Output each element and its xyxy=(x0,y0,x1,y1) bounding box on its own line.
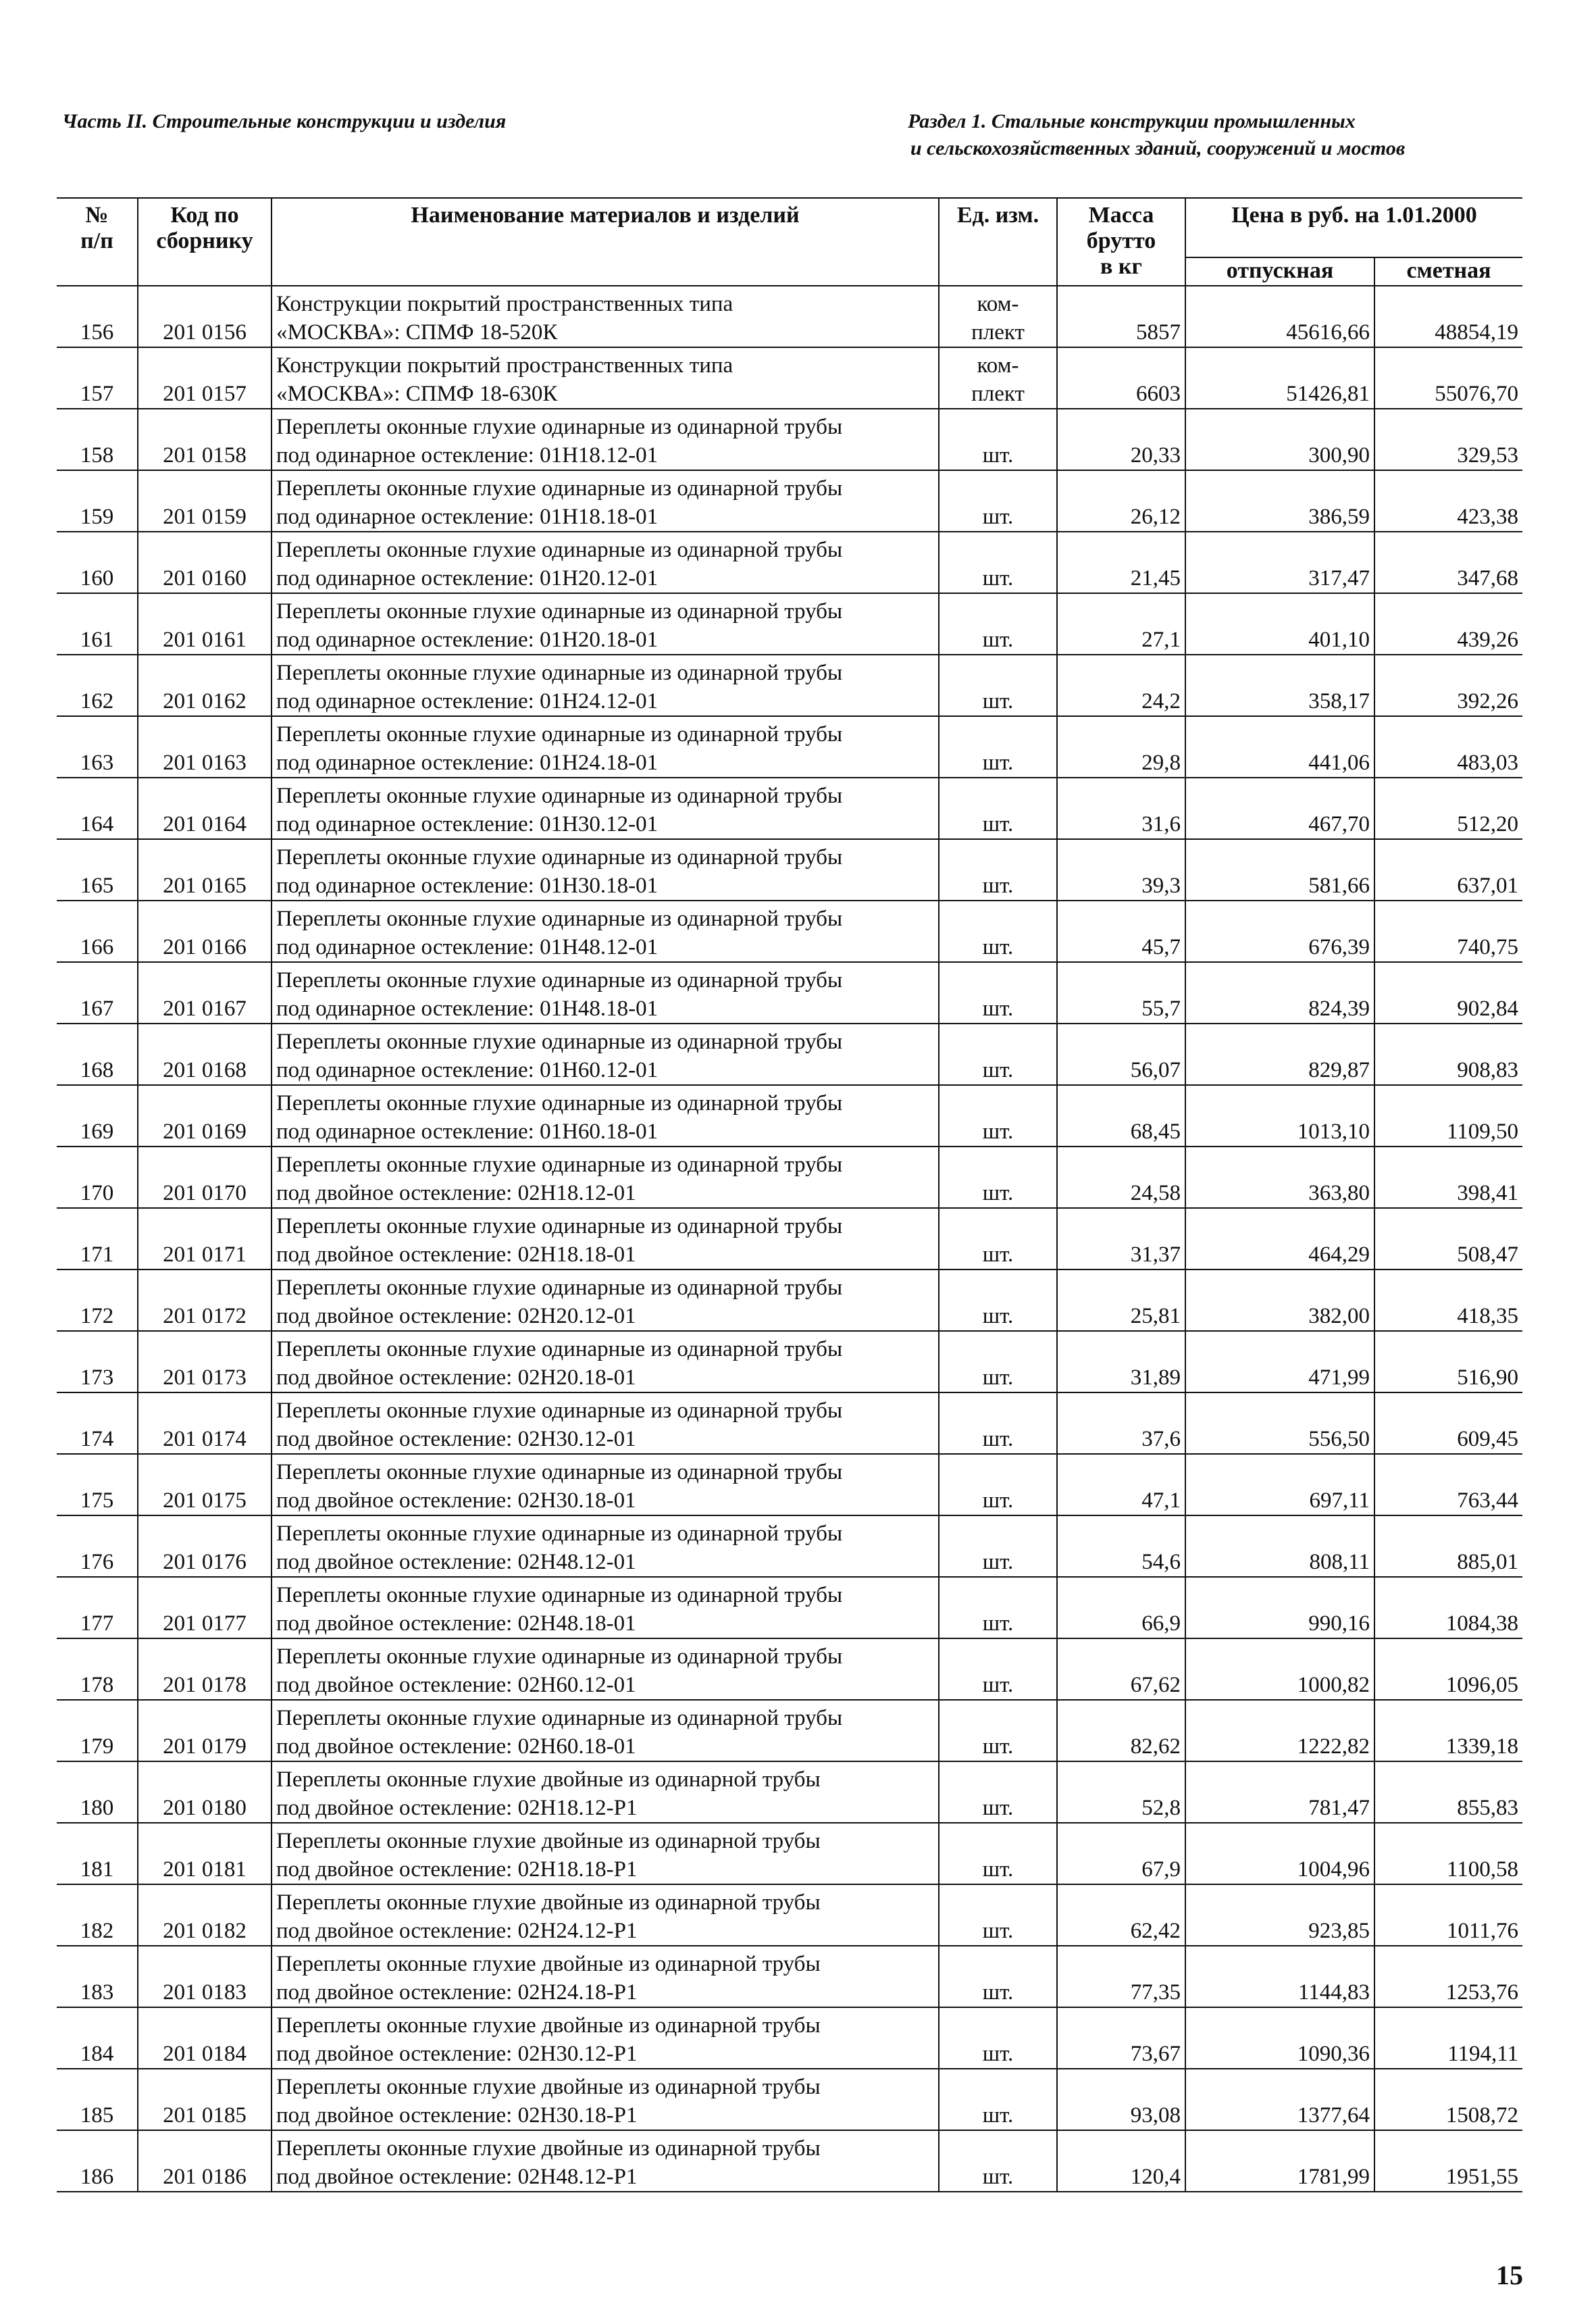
row-price-estimate: 516,90 xyxy=(1374,1331,1522,1392)
row-code: 201 0167 xyxy=(138,962,272,1024)
row-price-release: 676,39 xyxy=(1185,901,1374,962)
row-mass: 29,8 xyxy=(1057,716,1185,778)
row-number: 181 xyxy=(57,1823,138,1884)
row-code: 201 0161 xyxy=(138,593,272,655)
table-row xyxy=(57,1577,1522,1638)
row-number: 162 xyxy=(57,655,138,716)
row-number: 170 xyxy=(57,1147,138,1208)
col-mass-header: Масса брутто в кг xyxy=(1057,198,1185,286)
row-name: Переплеты оконные глухие одинарные из одинарной трубы под двойное остекление: 02Н20.18-01 xyxy=(272,1331,939,1392)
row-name: Переплеты оконные глухие одинарные из одинарной трубы под двойное остекление: 02Н30.12-01 xyxy=(272,1392,939,1454)
row-price-estimate: 439,26 xyxy=(1374,593,1522,655)
row-code: 201 0166 xyxy=(138,901,272,962)
row-price-estimate: 392,26 xyxy=(1374,655,1522,716)
row-price-estimate: 908,83 xyxy=(1374,1024,1522,1085)
row-code: 201 0182 xyxy=(138,1884,272,1946)
row-unit: шт. xyxy=(939,1269,1057,1331)
row-number: 177 xyxy=(57,1577,138,1638)
table-row xyxy=(57,1024,1522,1085)
row-price-release: 467,70 xyxy=(1185,778,1374,839)
table-row xyxy=(57,716,1522,778)
row-unit: шт. xyxy=(939,1454,1057,1515)
table-row xyxy=(57,1269,1522,1331)
row-code: 201 0156 xyxy=(138,286,272,347)
row-name: Переплеты оконные глухие одинарные из одинарной трубы под одинарное остекление: 01Н20.18-01 xyxy=(272,593,939,655)
row-number: 172 xyxy=(57,1269,138,1331)
table-row xyxy=(57,1638,1522,1700)
row-price-estimate: 508,47 xyxy=(1374,1208,1522,1269)
row-mass: 31,6 xyxy=(1057,778,1185,839)
row-price-release: 829,87 xyxy=(1185,1024,1374,1085)
row-mass: 21,45 xyxy=(1057,532,1185,593)
row-mass: 62,42 xyxy=(1057,1884,1185,1946)
row-unit: шт. xyxy=(939,593,1057,655)
row-price-release: 471,99 xyxy=(1185,1331,1374,1392)
row-price-estimate: 347,68 xyxy=(1374,532,1522,593)
row-mass: 25,81 xyxy=(1057,1269,1185,1331)
row-code: 201 0186 xyxy=(138,2130,272,2192)
row-number: 164 xyxy=(57,778,138,839)
row-code: 201 0176 xyxy=(138,1515,272,1577)
row-number: 180 xyxy=(57,1761,138,1823)
row-price-release: 1090,36 xyxy=(1185,2007,1374,2069)
row-number: 183 xyxy=(57,1946,138,2007)
row-name: Переплеты оконные глухие одинарные из одинарной трубы под двойное остекление: 02Н48.12-01 xyxy=(272,1515,939,1577)
row-code: 201 0171 xyxy=(138,1208,272,1269)
row-code: 201 0170 xyxy=(138,1147,272,1208)
table-row xyxy=(57,655,1522,716)
table-row xyxy=(57,347,1522,409)
table-row xyxy=(57,1700,1522,1761)
row-code: 201 0159 xyxy=(138,470,272,532)
row-price-release: 401,10 xyxy=(1185,593,1374,655)
row-code: 201 0180 xyxy=(138,1761,272,1823)
row-unit: ком- плект xyxy=(939,347,1057,409)
row-unit: шт. xyxy=(939,409,1057,470)
table-row xyxy=(57,2069,1522,2130)
row-price-estimate: 740,75 xyxy=(1374,901,1522,962)
row-code: 201 0183 xyxy=(138,1946,272,2007)
row-name: Переплеты оконные глухие одинарные из одинарной трубы под одинарное остекление: 01Н30.12-01 xyxy=(272,778,939,839)
row-mass: 39,3 xyxy=(1057,839,1185,901)
row-name: Переплеты оконные глухие одинарные из одинарной трубы под одинарное остекление: 01Н60.12-01 xyxy=(272,1024,939,1085)
row-name: Переплеты оконные глухие двойные из одинарной трубы под двойное остекление: 02Н48.12-Р1 xyxy=(272,2130,939,2192)
row-price-release: 386,59 xyxy=(1185,470,1374,532)
col-unit-header: Ед. изм. xyxy=(939,198,1057,286)
row-name: Переплеты оконные глухие одинарные из одинарной трубы под одинарное остекление: 01Н20.12-01 xyxy=(272,532,939,593)
table-row xyxy=(57,778,1522,839)
row-unit: шт. xyxy=(939,1761,1057,1823)
row-price-estimate: 1084,38 xyxy=(1374,1577,1522,1638)
table-row xyxy=(57,532,1522,593)
row-code: 201 0177 xyxy=(138,1577,272,1638)
row-number: 159 xyxy=(57,470,138,532)
row-number: 185 xyxy=(57,2069,138,2130)
row-name: Конструкции покрытий пространственных типа «МОСКВА»: СПМФ 18-630К xyxy=(272,347,939,409)
row-name: Переплеты оконные глухие одинарные из одинарной трубы под одинарное остекление: 01Н48.12-01 xyxy=(272,901,939,962)
row-code: 201 0162 xyxy=(138,655,272,716)
row-unit: шт. xyxy=(939,655,1057,716)
row-price-estimate: 423,38 xyxy=(1374,470,1522,532)
row-code: 201 0164 xyxy=(138,778,272,839)
row-unit: шт. xyxy=(939,1946,1057,2007)
row-unit: шт. xyxy=(939,1515,1057,1577)
row-price-estimate: 1011,76 xyxy=(1374,1884,1522,1946)
row-code: 201 0165 xyxy=(138,839,272,901)
row-number: 157 xyxy=(57,347,138,409)
row-mass: 24,2 xyxy=(1057,655,1185,716)
row-price-estimate: 637,01 xyxy=(1374,839,1522,901)
row-unit: шт. xyxy=(939,1823,1057,1884)
row-unit: шт. xyxy=(939,901,1057,962)
row-price-release: 464,29 xyxy=(1185,1208,1374,1269)
row-mass: 52,8 xyxy=(1057,1761,1185,1823)
row-price-release: 1144,83 xyxy=(1185,1946,1374,2007)
row-unit: шт. xyxy=(939,1700,1057,1761)
row-code: 201 0169 xyxy=(138,1085,272,1147)
col-code-header: Код по сборнику xyxy=(138,198,272,286)
row-price-release: 824,39 xyxy=(1185,962,1374,1024)
row-number: 176 xyxy=(57,1515,138,1577)
row-name: Переплеты оконные глухие двойные из одинарной трубы под двойное остекление: 02Н18.18-Р1 xyxy=(272,1823,939,1884)
row-unit: ком- плект xyxy=(939,286,1057,347)
section-title xyxy=(908,108,1516,162)
table-row xyxy=(57,901,1522,962)
table-row xyxy=(57,1331,1522,1392)
part-title: Часть II. Строительные конструкции и изделия xyxy=(62,110,507,132)
table-row xyxy=(57,1454,1522,1515)
col-name-header: Наименование материалов и изделий xyxy=(272,198,939,286)
table-row xyxy=(57,409,1522,470)
row-mass: 67,62 xyxy=(1057,1638,1185,1700)
row-number: 186 xyxy=(57,2130,138,2192)
row-name: Переплеты оконные глухие одинарные из одинарной трубы под одинарное остекление: 01Н48.18-01 xyxy=(272,962,939,1024)
table-header xyxy=(57,198,1522,286)
row-unit: шт. xyxy=(939,1085,1057,1147)
row-name: Переплеты оконные глухие одинарные из одинарной трубы под одинарное остекление: 01Н24.18-01 xyxy=(272,716,939,778)
table-row xyxy=(57,962,1522,1024)
row-mass: 37,6 xyxy=(1057,1392,1185,1454)
row-unit: шт. xyxy=(939,839,1057,901)
row-price-estimate: 885,01 xyxy=(1374,1515,1522,1577)
row-price-release: 556,50 xyxy=(1185,1392,1374,1454)
row-code: 201 0168 xyxy=(138,1024,272,1085)
row-price-release: 1013,10 xyxy=(1185,1085,1374,1147)
table-row xyxy=(57,470,1522,532)
row-code: 201 0175 xyxy=(138,1454,272,1515)
row-code: 201 0160 xyxy=(138,532,272,593)
row-price-release: 1781,99 xyxy=(1185,2130,1374,2192)
row-name: Переплеты оконные глухие одинарные из одинарной трубы под одинарное остекление: 01Н24.12-01 xyxy=(272,655,939,716)
row-price-estimate: 1253,76 xyxy=(1374,1946,1522,2007)
table-row xyxy=(57,1147,1522,1208)
row-unit: шт. xyxy=(939,532,1057,593)
row-price-estimate: 418,35 xyxy=(1374,1269,1522,1331)
row-mass: 66,9 xyxy=(1057,1577,1185,1638)
row-price-estimate: 902,84 xyxy=(1374,962,1522,1024)
row-number: 182 xyxy=(57,1884,138,1946)
table-row xyxy=(57,1208,1522,1269)
row-number: 174 xyxy=(57,1392,138,1454)
row-mass: 82,62 xyxy=(1057,1700,1185,1761)
row-number: 156 xyxy=(57,286,138,347)
row-number: 160 xyxy=(57,532,138,593)
row-mass: 31,89 xyxy=(1057,1331,1185,1392)
row-number: 171 xyxy=(57,1208,138,1269)
row-number: 175 xyxy=(57,1454,138,1515)
table-row xyxy=(57,1823,1522,1884)
row-mass: 56,07 xyxy=(1057,1024,1185,1085)
table-row xyxy=(57,593,1522,655)
row-unit: шт. xyxy=(939,1331,1057,1392)
row-unit: шт. xyxy=(939,1577,1057,1638)
row-name: Переплеты оконные глухие двойные из одинарной трубы под двойное остекление: 02Н24.18-Р1 xyxy=(272,1946,939,2007)
row-code: 201 0181 xyxy=(138,1823,272,1884)
row-price-estimate: 1100,58 xyxy=(1374,1823,1522,1884)
row-price-estimate: 512,20 xyxy=(1374,778,1522,839)
row-name: Переплеты оконные глухие одинарные из одинарной трубы под двойное остекление: 02Н60.18-01 xyxy=(272,1700,939,1761)
row-number: 158 xyxy=(57,409,138,470)
row-mass: 45,7 xyxy=(1057,901,1185,962)
row-mass: 93,08 xyxy=(1057,2069,1185,2130)
row-mass: 77,35 xyxy=(1057,1946,1185,2007)
row-code: 201 0174 xyxy=(138,1392,272,1454)
row-number: 168 xyxy=(57,1024,138,1085)
row-name: Переплеты оконные глухие одинарные из одинарной трубы под двойное остекление: 02Н48.18-01 xyxy=(272,1577,939,1638)
row-price-estimate: 1508,72 xyxy=(1374,2069,1522,2130)
table-row xyxy=(57,1761,1522,1823)
row-price-release: 923,85 xyxy=(1185,1884,1374,1946)
table-row xyxy=(57,1392,1522,1454)
row-number: 165 xyxy=(57,839,138,901)
row-unit: шт. xyxy=(939,2130,1057,2192)
row-name: Переплеты оконные глухие двойные из одинарной трубы под двойное остекление: 02Н30.12-Р1 xyxy=(272,2007,939,2069)
row-unit: шт. xyxy=(939,1208,1057,1269)
materials-table xyxy=(57,197,1522,2192)
row-unit: шт. xyxy=(939,1024,1057,1085)
table-row xyxy=(57,839,1522,901)
row-mass: 68,45 xyxy=(1057,1085,1185,1147)
row-price-estimate: 48854,19 xyxy=(1374,286,1522,347)
col-price-header: Цена в руб. на 1.01.2000 xyxy=(1185,198,1522,257)
row-number: 169 xyxy=(57,1085,138,1147)
row-price-estimate: 483,03 xyxy=(1374,716,1522,778)
row-code: 201 0179 xyxy=(138,1700,272,1761)
row-mass: 55,7 xyxy=(1057,962,1185,1024)
row-price-estimate: 1339,18 xyxy=(1374,1700,1522,1761)
row-price-release: 1222,82 xyxy=(1185,1700,1374,1761)
row-name: Переплеты оконные глухие одинарные из одинарной трубы под одинарное остекление: 01Н30.18-01 xyxy=(272,839,939,901)
row-name: Переплеты оконные глухие одинарные из одинарной трубы под двойное остекление: 02Н20.12-01 xyxy=(272,1269,939,1331)
row-price-release: 441,06 xyxy=(1185,716,1374,778)
row-name: Переплеты оконные глухие одинарные из одинарной трубы под двойное остекление: 02Н30.18-01 xyxy=(272,1454,939,1515)
row-name: Переплеты оконные глухие двойные из одинарной трубы под двойное остекление: 02Н30.18-Р1 xyxy=(272,2069,939,2130)
row-price-release: 51426,81 xyxy=(1185,347,1374,409)
row-mass: 120,4 xyxy=(1057,2130,1185,2192)
row-price-release: 990,16 xyxy=(1185,1577,1374,1638)
row-name: Переплеты оконные глухие двойные из одинарной трубы под двойное остекление: 02Н18.12-Р1 xyxy=(272,1761,939,1823)
row-price-release: 581,66 xyxy=(1185,839,1374,901)
row-price-release: 300,90 xyxy=(1185,409,1374,470)
row-number: 167 xyxy=(57,962,138,1024)
table-row xyxy=(57,1515,1522,1577)
table-row xyxy=(57,2007,1522,2069)
row-price-estimate: 855,83 xyxy=(1374,1761,1522,1823)
row-price-estimate: 1194,11 xyxy=(1374,2007,1522,2069)
row-price-estimate: 55076,70 xyxy=(1374,347,1522,409)
row-name: Переплеты оконные глухие двойные из одинарной трубы под двойное остекление: 02Н24.12-Р1 xyxy=(272,1884,939,1946)
table-row xyxy=(57,1085,1522,1147)
row-name: Переплеты оконные глухие одинарные из одинарной трубы под двойное остекление: 02Н60.12-01 xyxy=(272,1638,939,1700)
row-code: 201 0178 xyxy=(138,1638,272,1700)
row-mass: 47,1 xyxy=(1057,1454,1185,1515)
row-mass: 24,58 xyxy=(1057,1147,1185,1208)
row-mass: 54,6 xyxy=(1057,1515,1185,1577)
row-code: 201 0163 xyxy=(138,716,272,778)
row-unit: шт. xyxy=(939,1392,1057,1454)
col-num-header: № п/п xyxy=(57,198,138,286)
row-price-release: 382,00 xyxy=(1185,1269,1374,1331)
table-body xyxy=(57,286,1522,2192)
row-name: Конструкции покрытий пространственных типа «МОСКВА»: СПМФ 18-520К xyxy=(272,286,939,347)
table-row xyxy=(57,2130,1522,2192)
row-price-estimate: 609,45 xyxy=(1374,1392,1522,1454)
row-number: 173 xyxy=(57,1331,138,1392)
row-code: 201 0158 xyxy=(138,409,272,470)
table-row xyxy=(57,286,1522,347)
col-price-estimate-header: сметная xyxy=(1374,257,1522,286)
row-unit: шт. xyxy=(939,1884,1057,1946)
col-price-release-header: отпускная xyxy=(1185,257,1374,286)
row-code: 201 0173 xyxy=(138,1331,272,1392)
section-title-line2: и сельскохозяйственных зданий, сооружений и мостов xyxy=(910,137,1406,159)
row-price-release: 363,80 xyxy=(1185,1147,1374,1208)
row-number: 178 xyxy=(57,1638,138,1700)
row-number: 184 xyxy=(57,2007,138,2069)
row-price-release: 697,11 xyxy=(1185,1454,1374,1515)
row-price-estimate: 1109,50 xyxy=(1374,1085,1522,1147)
row-price-release: 45616,66 xyxy=(1185,286,1374,347)
row-name: Переплеты оконные глухие одинарные из одинарной трубы под двойное остекление: 02Н18.18-01 xyxy=(272,1208,939,1269)
row-price-estimate: 1951,55 xyxy=(1374,2130,1522,2192)
row-mass: 26,12 xyxy=(1057,470,1185,532)
row-price-release: 358,17 xyxy=(1185,655,1374,716)
row-mass: 73,67 xyxy=(1057,2007,1185,2069)
row-price-release: 808,11 xyxy=(1185,1515,1374,1577)
row-price-estimate: 329,53 xyxy=(1374,409,1522,470)
row-name: Переплеты оконные глухие одинарные из одинарной трубы под двойное остекление: 02Н18.12-01 xyxy=(272,1147,939,1208)
section-title-line1: Раздел 1. Стальные конструкции промышленных xyxy=(908,110,1356,132)
row-price-estimate: 763,44 xyxy=(1374,1454,1522,1515)
row-price-estimate: 398,41 xyxy=(1374,1147,1522,1208)
row-unit: шт. xyxy=(939,1147,1057,1208)
row-unit: шт. xyxy=(939,778,1057,839)
row-number: 166 xyxy=(57,901,138,962)
row-number: 163 xyxy=(57,716,138,778)
row-name: Переплеты оконные глухие одинарные из одинарной трубы под одинарное остекление: 01Н60.18-01 xyxy=(272,1085,939,1147)
row-mass: 6603 xyxy=(1057,347,1185,409)
row-mass: 31,37 xyxy=(1057,1208,1185,1269)
row-price-release: 1004,96 xyxy=(1185,1823,1374,1884)
page-number: 15 xyxy=(1496,2260,1523,2290)
row-price-release: 781,47 xyxy=(1185,1761,1374,1823)
row-mass: 27,1 xyxy=(1057,593,1185,655)
row-unit: шт. xyxy=(939,2007,1057,2069)
row-number: 161 xyxy=(57,593,138,655)
row-code: 201 0184 xyxy=(138,2007,272,2069)
row-price-release: 317,47 xyxy=(1185,532,1374,593)
row-code: 201 0172 xyxy=(138,1269,272,1331)
row-unit: шт. xyxy=(939,2069,1057,2130)
row-name: Переплеты оконные глухие одинарные из одинарной трубы под одинарное остекление: 01Н18.18-01 xyxy=(272,470,939,532)
row-mass: 67,9 xyxy=(1057,1823,1185,1884)
row-code: 201 0157 xyxy=(138,347,272,409)
row-number: 179 xyxy=(57,1700,138,1761)
row-unit: шт. xyxy=(939,470,1057,532)
row-mass: 20,33 xyxy=(1057,409,1185,470)
row-unit: шт. xyxy=(939,716,1057,778)
row-code: 201 0185 xyxy=(138,2069,272,2130)
row-price-estimate: 1096,05 xyxy=(1374,1638,1522,1700)
row-mass: 5857 xyxy=(1057,286,1185,347)
row-unit: шт. xyxy=(939,962,1057,1024)
row-price-release: 1377,64 xyxy=(1185,2069,1374,2130)
table-row xyxy=(57,1884,1522,1946)
row-name: Переплеты оконные глухие одинарные из одинарной трубы под одинарное остекление: 01Н18.12-01 xyxy=(272,409,939,470)
row-price-release: 1000,82 xyxy=(1185,1638,1374,1700)
row-unit: шт. xyxy=(939,1638,1057,1700)
table-row xyxy=(57,1946,1522,2007)
